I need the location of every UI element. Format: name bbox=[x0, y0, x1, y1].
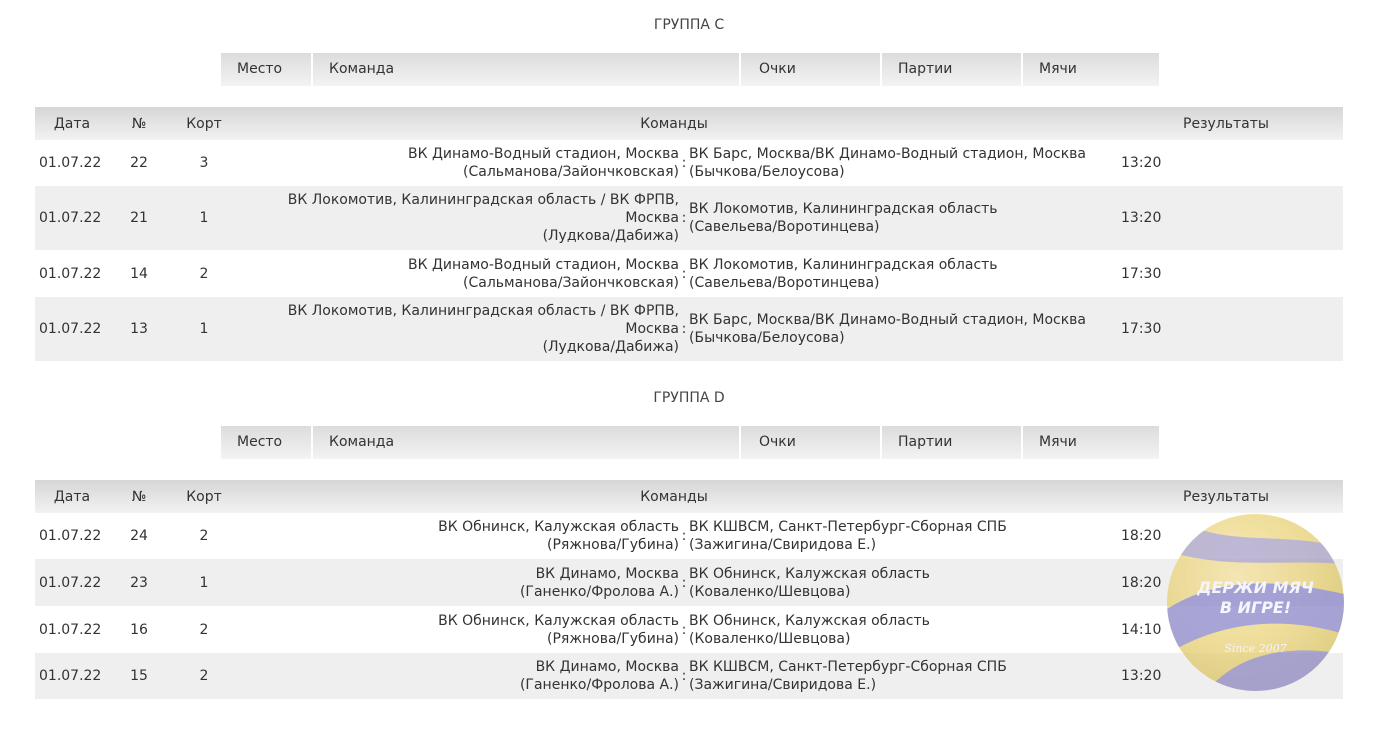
match-result: 13:20 bbox=[1109, 186, 1343, 250]
team-separator: : bbox=[679, 140, 689, 186]
logo-since: Since 2007 bbox=[1224, 642, 1287, 655]
standings-col-points[interactable]: Очки bbox=[741, 426, 882, 459]
team1-name: ВК Динамо-Водный стадион, Москва bbox=[407, 256, 679, 273]
match-team2 bbox=[689, 559, 1109, 606]
standings-col-balls[interactable]: Мячи bbox=[1023, 426, 1159, 459]
match-team2 bbox=[689, 513, 1109, 559]
team2-name: ВК Обнинск, Калужская область bbox=[689, 565, 930, 582]
team2-players: (Бычкова/Белоусова) bbox=[689, 164, 845, 180]
team2-players: (Коваленко/Шевцова) bbox=[689, 630, 851, 647]
match-team2 bbox=[689, 186, 1109, 250]
team2-name: ВК Локомотив, Калининградская область bbox=[689, 256, 998, 273]
team-separator: : bbox=[679, 559, 689, 606]
group-d-title: ГРУППА D bbox=[653, 390, 725, 406]
match-number: 24 bbox=[109, 513, 169, 559]
group-d-matches-table bbox=[35, 480, 1343, 699]
match-result: 18:20 bbox=[1109, 559, 1343, 606]
team1-city: Москва bbox=[625, 321, 679, 337]
standings-col-sets[interactable]: Партии bbox=[882, 53, 1023, 86]
standings-col-sets[interactable]: Партии bbox=[882, 426, 1023, 459]
col-teams[interactable]: Команды bbox=[239, 107, 1109, 140]
table-row bbox=[35, 140, 1343, 186]
table-row bbox=[35, 297, 1343, 361]
match-number: 21 bbox=[109, 186, 169, 250]
match-date: 01.07.22 bbox=[35, 606, 109, 653]
team2-players: (Зажигина/Свиридова Е.) bbox=[689, 677, 877, 693]
team1-players: (Сальманова/Зайончковская) bbox=[463, 164, 679, 180]
match-date: 01.07.22 bbox=[35, 653, 109, 699]
match-result: 14:10 bbox=[1109, 606, 1343, 653]
match-court: 2 bbox=[169, 606, 239, 653]
team-separator: : bbox=[679, 606, 689, 653]
col-results[interactable]: Результаты bbox=[1109, 480, 1343, 513]
match-court: 2 bbox=[169, 513, 239, 559]
standings-col-place[interactable]: Место bbox=[221, 426, 313, 459]
table-row bbox=[35, 250, 1343, 297]
group-c-title: ГРУППА С bbox=[653, 17, 725, 33]
standings-col-team[interactable]: Команда bbox=[313, 426, 741, 459]
team1-name: ВК Обнинск, Калужская область bbox=[438, 612, 679, 629]
team1-players: (Сальманова/Зайончковская) bbox=[463, 274, 679, 291]
match-number: 23 bbox=[109, 559, 169, 606]
col-court[interactable]: Корт bbox=[169, 480, 239, 513]
table-row bbox=[35, 653, 1343, 699]
team1-name: ВК Локомотив, Калининградская область / ВК ФРПВ, bbox=[287, 303, 679, 319]
match-court: 1 bbox=[169, 186, 239, 250]
col-num[interactable]: № bbox=[109, 480, 169, 513]
standings-col-points[interactable]: Очки bbox=[741, 53, 882, 86]
standings-col-team[interactable]: Команда bbox=[313, 53, 741, 86]
match-court: 2 bbox=[169, 653, 239, 699]
team2-players: (Бычкова/Белоусова) bbox=[689, 330, 845, 346]
standings-col-place[interactable]: Место bbox=[221, 53, 313, 86]
group-c-standings-header bbox=[221, 53, 1159, 86]
team1-name: ВК Динамо, Москва bbox=[535, 565, 679, 582]
match-team1 bbox=[239, 559, 679, 606]
team2-players: (Савельева/Воротинцева) bbox=[689, 274, 880, 291]
match-team2 bbox=[689, 606, 1109, 653]
team1-name: ВК Обнинск, Калужская область bbox=[438, 519, 679, 535]
match-team1 bbox=[239, 653, 679, 699]
match-team2 bbox=[689, 653, 1109, 699]
match-number: 14 bbox=[109, 250, 169, 297]
match-date: 01.07.22 bbox=[35, 250, 109, 297]
table-row bbox=[35, 559, 1343, 606]
team2-name: ВК КШВСМ, Санкт-Петербург-Сборная СПБ bbox=[689, 659, 1007, 675]
team2-name: ВК Локомотив, Калининградская область bbox=[689, 201, 998, 217]
team1-city: Москва bbox=[625, 210, 679, 226]
team1-players: (Лудкова/Дабижа) bbox=[542, 339, 679, 355]
match-number: 15 bbox=[109, 653, 169, 699]
team1-players: (Ряжнова/Губина) bbox=[547, 537, 679, 553]
group-d-standings-header bbox=[221, 426, 1159, 459]
match-court: 2 bbox=[169, 250, 239, 297]
team2-name: ВК Обнинск, Калужская область bbox=[689, 612, 930, 629]
match-team1 bbox=[239, 186, 679, 250]
team2-name: ВК Барс, Москва/ВК Динамо-Водный стадион, Москва bbox=[689, 312, 1087, 328]
match-team2 bbox=[689, 250, 1109, 297]
match-court: 3 bbox=[169, 140, 239, 186]
match-result: 17:30 bbox=[1109, 297, 1343, 361]
col-date[interactable]: Дата bbox=[35, 107, 109, 140]
match-team1 bbox=[239, 513, 679, 559]
volleyball-logo bbox=[1167, 514, 1344, 691]
team2-players: (Коваленко/Шевцова) bbox=[689, 583, 851, 600]
match-team1 bbox=[239, 297, 679, 361]
match-date: 01.07.22 bbox=[35, 559, 109, 606]
match-result: 13:20 bbox=[1109, 140, 1343, 186]
team-separator: : bbox=[679, 653, 689, 699]
team-separator: : bbox=[679, 186, 689, 250]
col-results[interactable]: Результаты bbox=[1109, 107, 1343, 140]
match-date: 01.07.22 bbox=[35, 513, 109, 559]
group-c-matches-table bbox=[35, 107, 1343, 361]
match-result: 13:20 bbox=[1109, 653, 1343, 699]
logo-line1: ДЕРЖИ МЯЧ bbox=[1197, 578, 1314, 597]
team1-players: (Ряжнова/Губина) bbox=[547, 630, 679, 647]
match-team1 bbox=[239, 606, 679, 653]
table-row bbox=[35, 513, 1343, 559]
match-team2 bbox=[689, 297, 1109, 361]
team1-players: (Ганенко/Фролова А.) bbox=[519, 583, 679, 600]
match-date: 01.07.22 bbox=[35, 297, 109, 361]
team2-name: ВК КШВСМ, Санкт-Петербург-Сборная СПБ bbox=[689, 519, 1007, 535]
team-separator: : bbox=[679, 297, 689, 361]
match-number: 13 bbox=[109, 297, 169, 361]
match-date: 01.07.22 bbox=[35, 186, 109, 250]
team2-name: ВК Барс, Москва/ВК Динамо-Водный стадион, Москва bbox=[689, 146, 1087, 162]
logo-line2: В ИГРЕ! bbox=[1219, 598, 1292, 617]
team2-players: (Зажигина/Свиридова Е.) bbox=[689, 537, 877, 553]
standings-col-balls[interactable]: Мячи bbox=[1023, 53, 1159, 86]
table-row bbox=[35, 186, 1343, 250]
match-court: 1 bbox=[169, 559, 239, 606]
team1-name: ВК Динамо-Водный стадион, Москва bbox=[407, 146, 679, 162]
match-result: 18:20 bbox=[1109, 513, 1343, 559]
team2-players: (Савельева/Воротинцева) bbox=[689, 219, 880, 235]
match-number: 22 bbox=[109, 140, 169, 186]
team-separator: : bbox=[679, 250, 689, 297]
match-result: 17:30 bbox=[1109, 250, 1343, 297]
col-teams[interactable]: Команды bbox=[239, 480, 1109, 513]
table-row bbox=[35, 606, 1343, 653]
team1-name: ВК Локомотив, Калининградская область / ВК ФРПВ, bbox=[287, 192, 679, 208]
col-num[interactable]: № bbox=[109, 107, 169, 140]
team1-name: ВК Динамо, Москва bbox=[535, 659, 679, 675]
match-court: 1 bbox=[169, 297, 239, 361]
match-team1 bbox=[239, 140, 679, 186]
team1-players: (Ганенко/Фролова А.) bbox=[519, 677, 679, 693]
match-team1 bbox=[239, 250, 679, 297]
match-date: 01.07.22 bbox=[35, 140, 109, 186]
col-court[interactable]: Корт bbox=[169, 107, 239, 140]
team-separator: : bbox=[679, 513, 689, 559]
match-team2 bbox=[689, 140, 1109, 186]
team1-players: (Лудкова/Дабижа) bbox=[542, 228, 679, 244]
col-date[interactable]: Дата bbox=[35, 480, 109, 513]
match-number: 16 bbox=[109, 606, 169, 653]
